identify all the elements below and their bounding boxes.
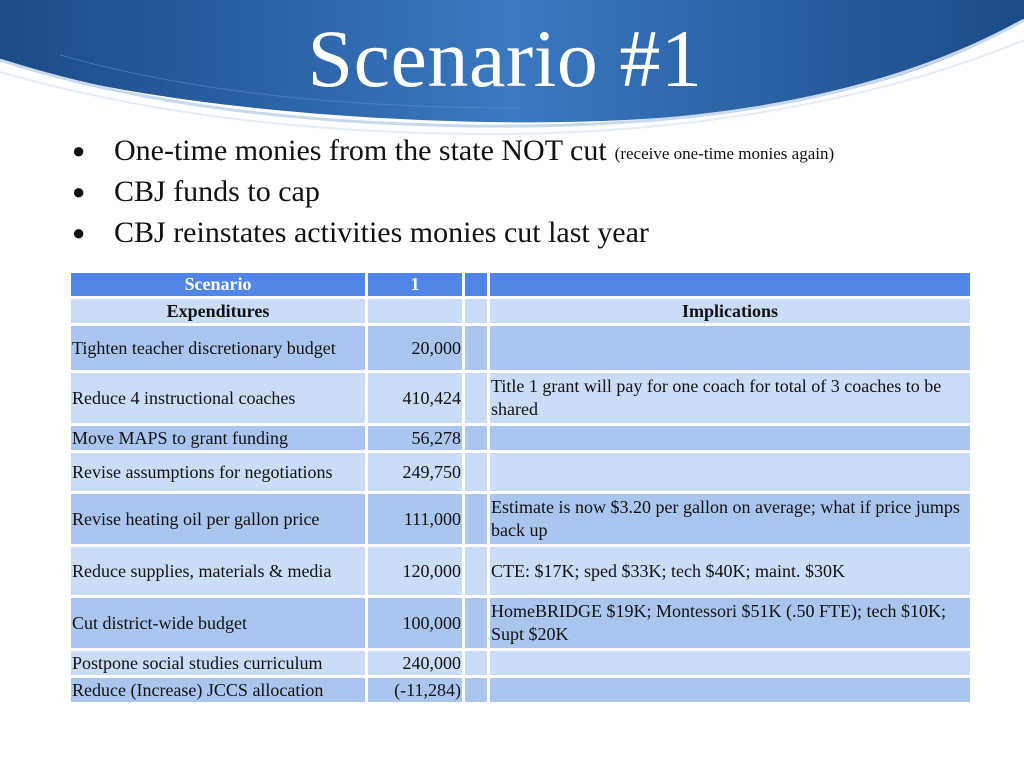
amount-cell: 56,278: [368, 426, 462, 450]
bullet-list: [72, 130, 1012, 253]
implication-cell: Estimate is now $3.20 per gallon on average; what if price jumps back up: [490, 494, 970, 544]
table-row: [71, 453, 970, 491]
blank-cell: [465, 547, 487, 595]
amount-cell: 410,424: [368, 373, 462, 423]
amount-header: [368, 299, 462, 323]
implication-cell: [490, 326, 970, 370]
scenario-table: [68, 270, 973, 705]
table-row: [71, 678, 970, 702]
implication-cell: [490, 426, 970, 450]
bullet-text: CBJ reinstates activities monies cut last year: [114, 215, 649, 249]
expenditure-cell: Cut district-wide budget: [71, 598, 365, 648]
amount-cell: (-11,284): [368, 678, 462, 702]
header-implications-cell: [490, 273, 970, 296]
expenditure-cell: Move MAPS to grant funding: [71, 426, 365, 450]
bullet-item: [72, 171, 1012, 212]
expenditure-cell: Reduce 4 instructional coaches: [71, 373, 365, 423]
amount-cell: 240,000: [368, 651, 462, 675]
expenditure-cell: Reduce (Increase) JCCS allocation: [71, 678, 365, 702]
implication-cell: HomeBRIDGE $19K; Montessori $51K (.50 FTE); tech $10K; Supt $20K: [490, 598, 970, 648]
blank-cell: [465, 453, 487, 491]
table-subheader-row: [71, 299, 970, 323]
implications-header: Implications: [490, 299, 970, 323]
bullet-dot-icon: ●: [72, 137, 86, 163]
table-row: [71, 598, 970, 648]
amount-cell: 20,000: [368, 326, 462, 370]
bullet-item: [72, 130, 1012, 171]
blank-cell: [465, 299, 487, 323]
table-row: [71, 547, 970, 595]
expenditure-cell: Postpone social studies curriculum: [71, 651, 365, 675]
bullet-note: (receive one-time monies again): [614, 143, 835, 163]
blank-cell: [465, 598, 487, 648]
expenditure-cell: Tighten teacher discretionary budget: [71, 326, 365, 370]
bullet-text: One-time monies from the state NOT cut: [114, 133, 607, 167]
implication-cell: [490, 453, 970, 491]
blank-cell: [465, 651, 487, 675]
blank-cell: [465, 373, 487, 423]
implication-cell: Title 1 grant will pay for one coach for total of 3 coaches to be shared: [490, 373, 970, 423]
bullet-dot-icon: ●: [72, 219, 86, 245]
blank-cell: [465, 326, 487, 370]
implication-cell: [490, 678, 970, 702]
bullet-item: [72, 212, 1012, 253]
scenario-value: 1: [368, 273, 462, 296]
table-row: [71, 651, 970, 675]
amount-cell: 111,000: [368, 494, 462, 544]
expenditure-cell: Revise assumptions for negotiations: [71, 453, 365, 491]
blank-cell: [465, 494, 487, 544]
amount-cell: 249,750: [368, 453, 462, 491]
table-row: [71, 426, 970, 450]
implication-cell: CTE: $17K; sped $33K; tech $40K; maint. $30K: [490, 547, 970, 595]
amount-cell: 120,000: [368, 547, 462, 595]
blank-cell: [465, 426, 487, 450]
expenditures-header: Expenditures: [71, 299, 365, 323]
table-header-row: [71, 273, 970, 296]
expenditure-cell: Revise heating oil per gallon price: [71, 494, 365, 544]
amount-cell: 100,000: [368, 598, 462, 648]
bullet-dot-icon: ●: [72, 178, 86, 204]
blank-cell: [465, 678, 487, 702]
slide-title: Scenario #1: [307, 13, 703, 104]
implication-cell: [490, 651, 970, 675]
scenario-label: Scenario: [71, 273, 365, 296]
table-row: [71, 494, 970, 544]
expenditure-cell: Reduce supplies, materials & media: [71, 547, 365, 595]
bullet-text: CBJ funds to cap: [114, 174, 320, 208]
blank-cell: [465, 273, 487, 296]
table-row: [71, 373, 970, 423]
table-row: [71, 326, 970, 370]
